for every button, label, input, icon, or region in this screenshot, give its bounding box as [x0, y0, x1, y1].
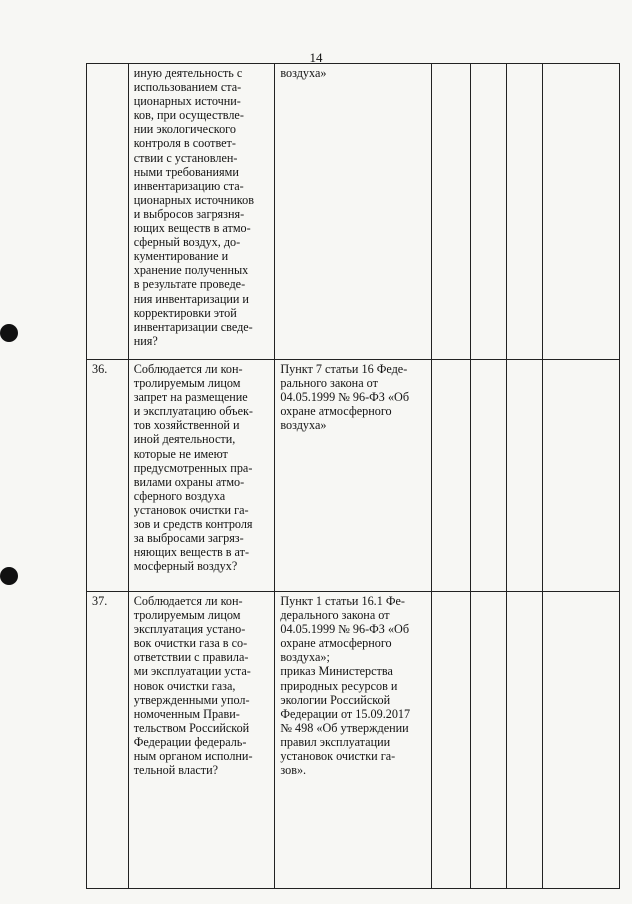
- binder-hole: [0, 324, 18, 342]
- page-number: 14: [309, 50, 323, 65]
- basis-line: установок очистки га-: [280, 749, 396, 764]
- question-cell: [128, 360, 275, 592]
- question-line: в результате проведе-: [133, 277, 246, 292]
- question-line: новок очистки газа,: [133, 678, 236, 693]
- question-line: ствии с установлен-: [133, 150, 238, 165]
- basis-line: дерального закона от: [280, 608, 390, 623]
- question-line: вок очистки газа в со-: [133, 636, 248, 651]
- question-cell: [128, 592, 275, 889]
- question-line: Федерации федераль-: [133, 734, 247, 749]
- question-line: сферный воздух, до-: [133, 235, 241, 250]
- question-line: и эксплуатацию объек-: [133, 404, 253, 419]
- question-line: которые не имеют: [133, 446, 228, 461]
- answer-cell-no[interactable]: [471, 64, 506, 360]
- row-number: 36.: [87, 360, 129, 592]
- row-number: 37.: [87, 592, 129, 889]
- basis-line: правил эксплуатации: [280, 734, 391, 749]
- question-line: Соблюдается ли кон-: [133, 362, 243, 376]
- question-line: зов и средств контроля: [133, 517, 253, 532]
- question-line: ми эксплуатации уста-: [133, 664, 251, 679]
- question-line: тролируемым лицом: [133, 376, 241, 391]
- basis-line: природных ресурсов и: [280, 678, 398, 693]
- question-line: установок очистки га-: [133, 502, 249, 517]
- basis-line: воздуха»: [280, 66, 327, 80]
- question-line: эксплуатация устано-: [133, 622, 246, 637]
- question-line: ния инвентаризации и: [133, 291, 249, 306]
- question-line: запрет на размещение: [133, 390, 248, 405]
- answer-cell-yes[interactable]: [431, 64, 471, 360]
- basis-line: 04.05.1999 № 96-ФЗ «Об: [280, 622, 410, 637]
- question-line: Соблюдается ли кон-: [133, 594, 243, 608]
- question-line: тельной власти?: [133, 763, 219, 778]
- answer-cell-yes[interactable]: [431, 360, 471, 592]
- answer-cell-na[interactable]: [506, 64, 542, 360]
- legal-basis-cell: [275, 360, 431, 592]
- question-line: кументирование и: [133, 249, 229, 264]
- question-line: иной деятельности,: [133, 432, 236, 447]
- question-line: и выбросов загрязня-: [133, 206, 245, 221]
- question-line: использованием ста-: [133, 80, 242, 95]
- legal-basis-cell: [275, 592, 431, 889]
- question-line: мосферный воздух?: [133, 559, 238, 574]
- question-line: ния?: [133, 333, 158, 348]
- basis-line: воздуха»;: [280, 650, 330, 665]
- question-line: тельством Российской: [133, 720, 250, 735]
- question-line: ответствии с правила-: [133, 650, 249, 665]
- question-line: сферного воздуха: [133, 488, 226, 503]
- table-row: [87, 592, 620, 889]
- question-line: номоченным Прави-: [133, 706, 240, 721]
- question-line: ными требованиями: [133, 164, 239, 179]
- question-line: иную деятельность с: [133, 66, 243, 80]
- basis-line: № 498 «Об утверждении: [280, 720, 409, 735]
- binder-hole: [0, 567, 18, 585]
- row-number: [87, 64, 129, 360]
- question-cell: [128, 64, 275, 360]
- table-row: [87, 64, 620, 360]
- answer-cell-no[interactable]: [471, 592, 506, 889]
- question-line: предусмотренных пра-: [133, 460, 253, 475]
- question-line: ющих веществ в атмо-: [133, 221, 251, 236]
- note-cell[interactable]: [542, 592, 619, 889]
- question-line: няющих веществ в ат-: [133, 545, 250, 560]
- question-line: за выбросами загряз-: [133, 531, 244, 546]
- question-line: тролируемым лицом: [133, 608, 241, 623]
- question-line: ным органом исполни-: [133, 749, 253, 764]
- answer-cell-na[interactable]: [506, 360, 542, 592]
- basis-line: экологии Российской: [280, 692, 391, 707]
- basis-line: приказ Министерства: [280, 664, 393, 679]
- question-line: инвентаризации сведе-: [133, 319, 253, 334]
- basis-line: охране атмосферного: [280, 404, 392, 419]
- question-line: контроля в соответ-: [133, 136, 236, 151]
- checklist-table: [86, 63, 620, 889]
- question-line: утвержденными упол-: [133, 692, 250, 707]
- basis-line: охране атмосферного: [280, 636, 392, 651]
- basis-line: Пункт 1 статьи 16.1 Фе-: [280, 594, 405, 608]
- basis-line: рального закона от: [280, 376, 378, 391]
- question-line: ционарных источников: [133, 192, 254, 207]
- question-line: инвентаризацию ста-: [133, 178, 244, 193]
- question-line: ционарных источни-: [133, 94, 241, 109]
- basis-line: 04.05.1999 № 96-ФЗ «Об: [280, 390, 410, 405]
- answer-cell-yes[interactable]: [431, 592, 471, 889]
- legal-basis-cell: [275, 64, 431, 360]
- table-row: [87, 360, 620, 592]
- basis-line: Пункт 7 статьи 16 Феде-: [280, 362, 408, 376]
- question-line: корректировки этой: [133, 305, 237, 320]
- question-line: вилами охраны атмо-: [133, 474, 245, 489]
- answer-cell-na[interactable]: [506, 592, 542, 889]
- basis-line: Федерации от 15.09.2017: [280, 706, 411, 721]
- basis-line: воздуха»: [280, 418, 327, 433]
- question-line: тов хозяйственной и: [133, 418, 240, 433]
- question-line: хранение полученных: [133, 263, 249, 278]
- question-line: ков, при осуществле-: [133, 108, 244, 123]
- answer-cell-no[interactable]: [471, 360, 506, 592]
- basis-line: зов».: [280, 763, 307, 778]
- note-cell[interactable]: [542, 64, 619, 360]
- question-line: нии экологического: [133, 122, 236, 137]
- note-cell[interactable]: [542, 360, 619, 592]
